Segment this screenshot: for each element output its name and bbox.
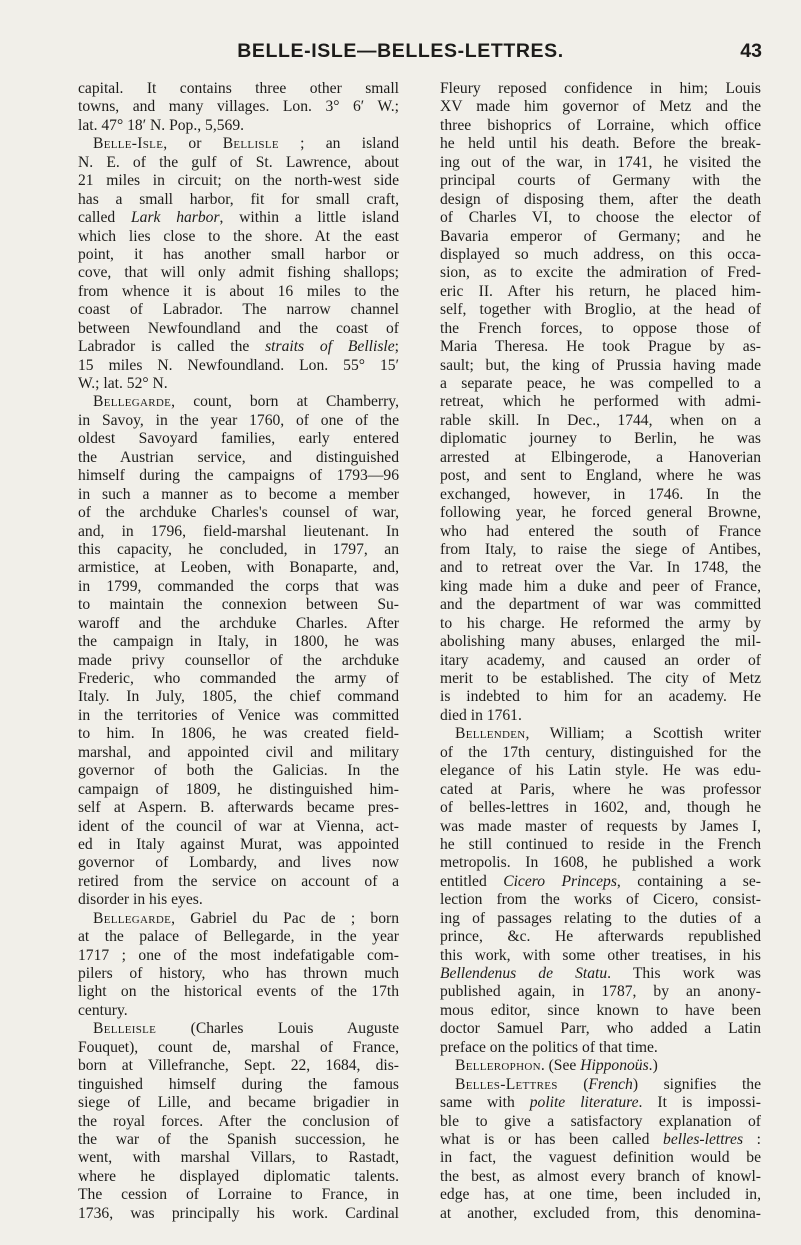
text-run: campaign of 1809, he distinguished him-	[78, 780, 399, 798]
text-line	[78, 596, 399, 614]
text-run: oldest Savoyard families, early entered	[78, 430, 399, 448]
text-line	[440, 559, 761, 577]
text-line	[78, 393, 399, 411]
text-line	[78, 80, 399, 98]
text-run: ident of the council of war at Vienna, act-	[78, 817, 399, 835]
italic-text: Bellendenus de Statu	[440, 965, 608, 982]
text-line	[78, 707, 399, 725]
text-run: , within a little island	[219, 209, 399, 227]
text-run: 15 miles N. Newfoundland. Lon. 55° 15′	[78, 356, 399, 374]
text-run: , containing a se-	[616, 872, 761, 890]
text-line	[440, 854, 761, 872]
text-line	[440, 633, 761, 651]
text-run: the royal forces. After the conclusion of	[78, 1112, 399, 1130]
text-run: N. E. of the gulf of St. Lawrence, about	[78, 153, 399, 171]
text-run: of the archduke Charles's counsel of war,	[78, 504, 399, 522]
text-line	[440, 357, 761, 375]
text-run: where he displayed diplomatic talents.	[78, 1167, 399, 1185]
text-line	[440, 172, 761, 190]
text-line	[78, 688, 399, 706]
text-run: , William; a Scottish writer	[525, 725, 761, 743]
text-run: he still continued to reside in the French	[440, 835, 761, 853]
text-run: elegance of his Latin style. He was edu-	[440, 762, 761, 780]
text-run: retired from the service on account of a	[78, 872, 399, 890]
text-run: this work, with some other treatises, in his	[440, 946, 761, 964]
text-line	[78, 301, 399, 319]
text-run: exchanged, however, in 1746. In the	[440, 485, 761, 503]
text-line	[78, 172, 399, 190]
text-run: .)	[648, 1057, 658, 1075]
entry-headword: Bellegarde	[93, 393, 172, 411]
text-run: who had entered the south of France	[440, 522, 761, 540]
text-run: is indebted to him for an academy. He	[440, 688, 761, 706]
text-run: sion, as to excite the admiration of Fred-	[440, 264, 761, 282]
text-line	[440, 1020, 761, 1038]
text-line	[440, 80, 761, 98]
text-run: towns, and many villages. Lon. 3° 6′ W.;	[78, 98, 399, 116]
text-line	[78, 1076, 399, 1094]
text-line	[78, 652, 399, 670]
text-line	[440, 135, 761, 153]
text-run: Frederic, who commanded the army of	[78, 670, 399, 687]
text-line	[78, 873, 399, 891]
text-run: century.	[78, 1001, 128, 1019]
text-run: ) signifies the	[632, 1075, 761, 1093]
text-line	[440, 891, 761, 909]
text-run: at another, excluded from, this denomina-	[440, 1204, 761, 1222]
text-line	[78, 1168, 399, 1186]
text-line	[440, 246, 761, 264]
text-line	[440, 910, 761, 928]
text-line	[78, 191, 399, 209]
entry-headword: Bellegarde	[93, 909, 172, 927]
text-line	[78, 559, 399, 577]
text-run: rable skill. In Dec., 1744, when on a	[440, 411, 761, 429]
text-run: XV made him governor of Metz and the	[440, 98, 761, 116]
text-run: ;	[394, 338, 399, 356]
text-run: of belles-lettres in 1602, and, though he	[440, 799, 761, 817]
text-line	[440, 818, 761, 836]
text-line	[440, 652, 761, 670]
text-run: Labrador is called the	[78, 338, 266, 356]
text-line	[440, 873, 761, 891]
text-run: following year, he forced general Browne,	[440, 504, 761, 522]
running-head	[0, 40, 801, 70]
text-run: point, it has another small harbor or	[78, 245, 399, 263]
text-line	[440, 1168, 761, 1186]
italic-text: Cicero Princeps	[503, 872, 617, 890]
text-line	[78, 670, 399, 688]
text-line	[440, 688, 761, 706]
text-line	[78, 504, 399, 522]
text-line	[78, 541, 399, 559]
text-run: coast of Labrador. The narrow channel	[78, 301, 399, 319]
text-run: ed in Italy against Murat, was appointed	[78, 835, 399, 853]
text-line	[440, 430, 761, 448]
text-run: the campaign in Italy, in 1800, he was	[78, 633, 399, 651]
text-line	[78, 762, 399, 780]
text-run: mous editor, since known to have been	[440, 1001, 761, 1019]
text-run: made privy counsellor of the archduke	[78, 651, 399, 669]
text-run: arrested at Elbingerode, a Hanoverian	[440, 448, 761, 466]
text-line	[78, 1002, 399, 1020]
text-run: died in 1761.	[440, 706, 522, 724]
text-run: eric II. After his return, he placed him-	[440, 282, 761, 300]
text-run: (	[557, 1075, 589, 1093]
text-line	[440, 1113, 761, 1131]
text-run: which lies close to the shore. At the east	[78, 227, 399, 245]
text-line	[440, 615, 761, 633]
text-run: Bavaria emperor of Germany; and he	[440, 227, 761, 245]
text-run: the French forces, to oppose those of	[440, 319, 761, 337]
text-line	[78, 357, 399, 375]
page-number: 43	[740, 40, 762, 62]
text-run: entitled	[440, 872, 504, 890]
text-line	[78, 615, 399, 633]
text-line	[440, 670, 761, 688]
italic-text: polite literature	[529, 1094, 639, 1112]
text-run: at the palace of Bellegarde, in the year	[78, 928, 399, 946]
text-run: self at Aspern. B. afterwards became pres-	[78, 799, 399, 817]
text-line	[78, 338, 399, 356]
text-line	[440, 596, 761, 614]
right-text-column	[440, 80, 761, 1223]
text-line	[440, 154, 761, 172]
text-run: pilers of history, who has thrown much	[78, 965, 399, 982]
text-run: light on the historical events of the 17th	[78, 983, 399, 1001]
text-run: post, and sent to England, where he was	[440, 467, 761, 485]
text-run: has a small harbor, fit for small craft,	[78, 190, 399, 208]
text-line	[78, 117, 399, 135]
text-run: in 1799, commanded the corps that was	[78, 577, 399, 595]
text-run: W.; lat. 52° N.	[78, 375, 168, 392]
text-line	[440, 1149, 761, 1167]
text-run: governor of Lombardy, and lives now	[78, 854, 399, 872]
text-run: was made master of requests by James I,	[440, 817, 761, 835]
left-text-column	[78, 80, 399, 1223]
text-line	[78, 818, 399, 836]
text-line	[78, 264, 399, 282]
text-line	[440, 486, 761, 504]
italic-text: straits of Bellisle	[265, 338, 395, 356]
text-line	[78, 965, 399, 983]
text-run: and the department of war was committed	[440, 596, 761, 614]
text-line	[440, 799, 761, 817]
text-line	[440, 947, 761, 965]
text-run: capital. It contains three other small	[78, 80, 399, 97]
text-run: doctor Samuel Parr, who added a Latin	[440, 1020, 761, 1038]
text-line	[78, 228, 399, 246]
text-line	[78, 725, 399, 743]
text-line	[440, 1057, 761, 1075]
text-run: sault; but, the king of Prussia having made	[440, 356, 761, 374]
entry-headword: Bellenden	[455, 725, 526, 743]
text-run: in fact, the vaguest definition would be	[440, 1149, 761, 1167]
text-run: published again, in 1787, by an anony-	[440, 983, 761, 1001]
text-line	[440, 578, 761, 596]
text-line	[440, 283, 761, 301]
text-line	[78, 781, 399, 799]
text-run: to his charge. He reformed the army by	[440, 614, 761, 632]
text-line	[78, 947, 399, 965]
text-line	[440, 1186, 761, 1204]
entry-headword: Belles-Lettres	[455, 1075, 558, 1093]
text-run: governor of both the Galicias. In the	[78, 762, 399, 780]
text-line	[78, 209, 399, 227]
text-run: , count, born at Chamberry,	[171, 393, 399, 411]
text-run: three bishoprics of Lorraine, which office	[440, 116, 761, 134]
italic-text: Hipponoüs	[580, 1057, 649, 1075]
text-line	[440, 209, 761, 227]
text-run: the best, as almost every branch of knowl-	[440, 1167, 761, 1185]
text-run: . (See	[540, 1057, 581, 1075]
text-run: from Italy, to raise the siege of Antibes,	[440, 540, 761, 558]
text-run: ing out of the war, in 1741, he visited the	[440, 153, 761, 171]
text-run: king made him a duke and peer of France,	[440, 577, 761, 595]
text-run: abolishing many abuses, enlarged the mil-	[440, 633, 761, 651]
text-run: . This work was	[607, 965, 761, 982]
text-line	[78, 449, 399, 467]
text-line	[78, 854, 399, 872]
text-run: cated at Paris, where he was professor	[440, 780, 761, 798]
text-run: 1717 ; one of the most indefatigable com-	[78, 946, 399, 964]
text-run: Fouquet), count de, marshal of France,	[78, 1038, 399, 1056]
text-line	[78, 1113, 399, 1131]
text-line	[440, 928, 761, 946]
text-line	[440, 393, 761, 411]
text-run: self, together with Broglio, at the head of	[440, 301, 761, 319]
text-line	[78, 486, 399, 504]
text-run: diplomatic journey to Berlin, he was	[440, 430, 761, 448]
text-run: from whence it is about 16 miles to the	[78, 282, 399, 300]
text-run: what is or has been called	[440, 1130, 664, 1148]
text-line	[78, 1131, 399, 1149]
text-run: a separate peace, he was compelled to a	[440, 375, 761, 392]
italic-text: Lark harbor	[130, 209, 220, 227]
text-run: ing of passages relating to the duties of a	[440, 909, 761, 927]
text-run: merit to be established. The city of Metz	[440, 670, 761, 687]
text-line	[440, 375, 761, 393]
text-run: preface on the politics of that time.	[440, 1038, 658, 1056]
text-run: this capacity, he concluded, in 1797, an	[78, 540, 399, 558]
text-line	[440, 762, 761, 780]
text-run: tinguished himself during the famous	[78, 1075, 399, 1093]
text-line	[440, 707, 761, 725]
text-line	[78, 320, 399, 338]
text-line	[440, 228, 761, 246]
text-line	[78, 467, 399, 485]
text-line	[78, 154, 399, 172]
text-run: prince, &c. He afterwards republished	[440, 928, 761, 946]
text-line	[440, 836, 761, 854]
text-line	[440, 301, 761, 319]
text-run: design of disposing them, after the death	[440, 190, 761, 208]
text-line	[440, 191, 761, 209]
text-run: Fleury reposed confidence in him; Louis	[440, 80, 761, 97]
text-line	[78, 135, 399, 153]
text-run: of the 17th century, distinguished for the	[440, 743, 761, 761]
italic-text: belles-lettres	[663, 1130, 744, 1148]
text-line	[78, 523, 399, 541]
text-run: Italy. In July, 1805, the chief command	[78, 688, 399, 706]
text-line	[78, 1057, 399, 1075]
text-line	[440, 1131, 761, 1149]
entry-headword: Belle-Isle	[93, 135, 164, 153]
text-line	[78, 1094, 399, 1112]
entry-headword: Bellisle	[222, 135, 279, 153]
text-line	[440, 725, 761, 743]
text-run: armistice, at Leoben, with Bonaparte, and,	[78, 559, 399, 577]
text-line	[78, 1149, 399, 1167]
text-run: went, with marshal Villars, to Rastadt,	[78, 1149, 399, 1167]
text-line	[78, 928, 399, 946]
text-line	[78, 430, 399, 448]
text-run: edge has, at one time, been included in,	[440, 1186, 761, 1204]
text-line	[78, 246, 399, 264]
text-run: called	[78, 209, 131, 227]
text-run: between Newfoundland and the coast of	[78, 319, 399, 337]
text-line	[440, 744, 761, 762]
text-line	[440, 117, 761, 135]
text-run: he held until his death. Before the break-	[440, 135, 761, 153]
text-run: to maintain the connexion between Su-	[78, 596, 399, 614]
text-line	[78, 283, 399, 301]
text-run: waroff and the archduke Charles. After	[78, 614, 399, 632]
running-title: BELLE-ISLE—BELLES-LETTRES.	[237, 40, 564, 62]
text-line	[78, 799, 399, 817]
text-run: (Charles Louis Auguste	[156, 1020, 399, 1038]
text-line	[78, 983, 399, 1001]
text-run: . It is impossi-	[638, 1094, 761, 1112]
text-run: , Gabriel du Pac de ; born	[171, 909, 399, 927]
text-run: retreat, which he performed with admi-	[440, 393, 761, 411]
text-run: lat. 47° 18′ N. Pop., 5,569.	[78, 116, 245, 134]
text-run: The cession of Lorraine to France, in	[78, 1186, 399, 1204]
text-run: the Austrian service, and distinguished	[78, 448, 399, 466]
text-run: metropolis. In 1608, he published a work	[440, 854, 761, 872]
text-line	[440, 504, 761, 522]
text-run: the war of the Spanish succession, he	[78, 1130, 399, 1148]
text-run: to him. In 1806, he was created field-	[78, 725, 399, 743]
text-run: himself during the campaigns of 1793—96	[78, 467, 399, 485]
text-line	[440, 467, 761, 485]
text-run: ; an island	[278, 135, 400, 153]
text-run: :	[743, 1130, 761, 1148]
text-run: siege of Lille, and became brigadier in	[78, 1094, 399, 1112]
text-run: itary academy, and caused an order of	[440, 651, 761, 669]
text-run: in the territories of Venice was committed	[78, 706, 399, 724]
text-line	[440, 98, 761, 116]
text-line	[78, 836, 399, 854]
text-line	[440, 781, 761, 799]
text-line	[78, 578, 399, 596]
text-line	[78, 1039, 399, 1057]
text-run: same with	[440, 1094, 530, 1112]
text-line	[440, 1076, 761, 1094]
entry-headword: Belleisle	[93, 1020, 157, 1038]
text-line	[440, 1205, 761, 1223]
text-line	[78, 98, 399, 116]
text-run: 21 miles in circuit; on the north-west side	[78, 172, 399, 190]
text-run: displayed so much address, on this occa-	[440, 245, 761, 263]
text-run: in such a manner as to become a member	[78, 485, 399, 503]
text-run: cove, that will only admit fishing shallops;	[78, 264, 399, 282]
text-run: born at Villefranche, Sept. 22, 1684, dis-	[78, 1057, 399, 1075]
text-line	[440, 965, 761, 983]
text-run: lection from the works of Cicero, consist-	[440, 891, 761, 909]
text-run: of Charles VI, to choose the elector of	[440, 209, 761, 227]
text-run: and, in 1796, field-marshal lieutenant. In	[78, 522, 399, 540]
text-run: , or	[163, 135, 223, 153]
text-line	[440, 1039, 761, 1057]
text-line	[78, 744, 399, 762]
text-line	[440, 983, 761, 1001]
text-line	[78, 891, 399, 909]
text-run: ble to give a satisfactory explanation of	[440, 1112, 761, 1130]
text-line	[440, 449, 761, 467]
text-line	[440, 541, 761, 559]
text-line	[440, 523, 761, 541]
italic-text: French	[588, 1075, 633, 1093]
text-line	[78, 910, 399, 928]
text-line	[78, 1186, 399, 1204]
text-line	[78, 633, 399, 651]
text-run: and to retreat over the Var. In 1748, the	[440, 559, 761, 577]
text-line	[440, 1094, 761, 1112]
text-line	[440, 338, 761, 356]
text-run: principal courts of Germany with the	[440, 172, 761, 190]
text-line	[78, 1205, 399, 1223]
text-line	[440, 320, 761, 338]
entry-headword: Bellerophon	[455, 1057, 541, 1075]
text-line	[78, 1020, 399, 1038]
text-run: disorder in his eyes.	[78, 891, 203, 909]
text-line	[78, 375, 399, 393]
text-line	[440, 1002, 761, 1020]
text-line	[440, 412, 761, 430]
text-line	[78, 412, 399, 430]
text-run: marshal, and appointed civil and military	[78, 743, 399, 761]
text-run: 1736, was principally his work. Cardinal	[78, 1204, 399, 1222]
text-run: in Savoy, in the year 1760, of one of the	[78, 411, 399, 429]
text-run: Maria Theresa. He took Prague by as-	[440, 338, 761, 356]
text-line	[440, 264, 761, 282]
